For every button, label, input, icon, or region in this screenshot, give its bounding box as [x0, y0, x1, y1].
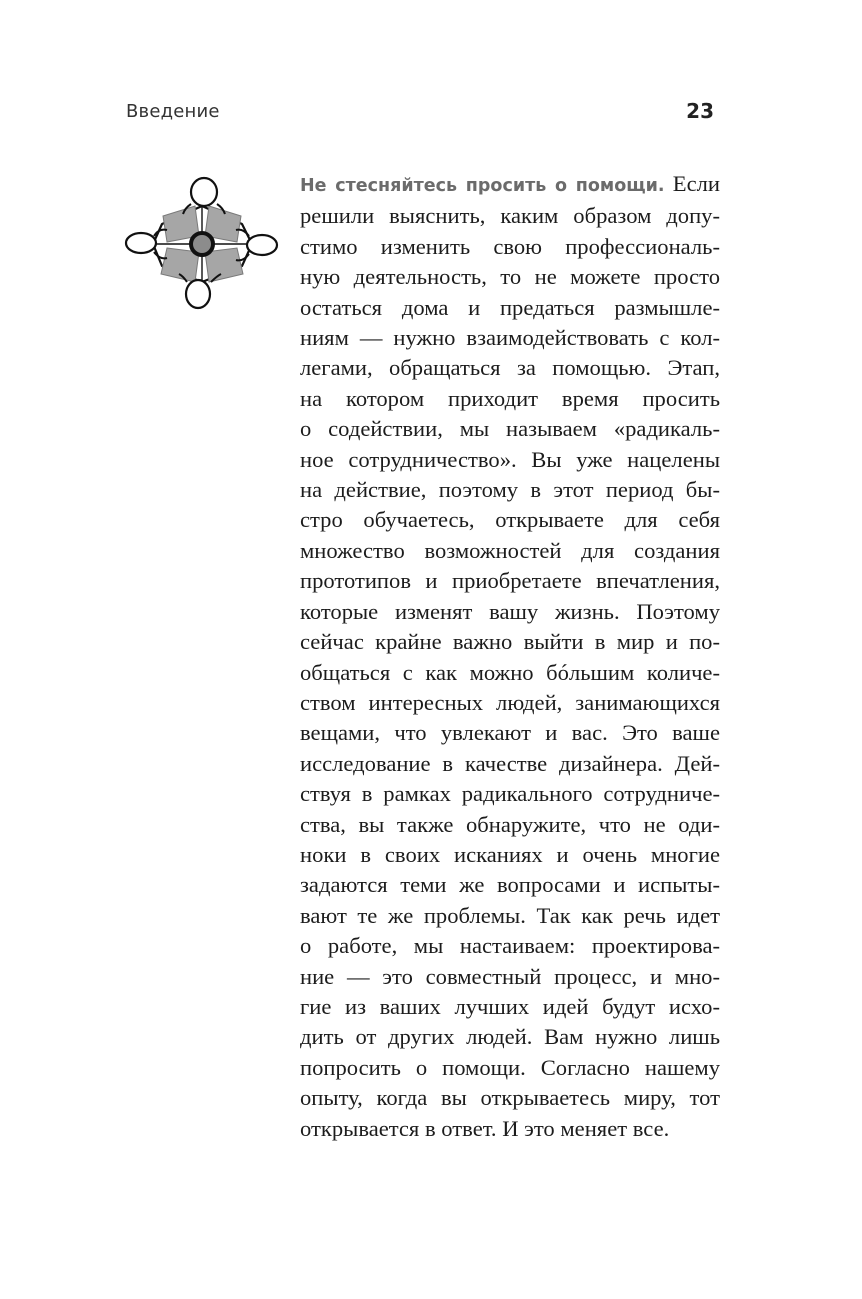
page-number: 23	[686, 99, 714, 123]
paragraph-line: на котором приходит время просить	[300, 385, 720, 411]
paragraph-line: вещами, что увлекают и вас. Это ваше	[300, 720, 720, 746]
paragraph-line: попросить о помощи. Согласно нашему	[300, 1054, 720, 1080]
paragraph-line: на действие, поэтому в этот период бы-	[300, 477, 720, 503]
paragraph-line: прототипов и приобретаете впечатления,	[300, 568, 720, 594]
person-head-left	[126, 233, 156, 253]
paragraph-line: ствуя в рамках радикального сотрудниче-	[300, 781, 720, 807]
paragraph-line: гие из ваших лучших идей будут исхо-	[300, 993, 720, 1019]
people-around-table-icon	[123, 176, 281, 312]
paragraph-line: ства, вы также обнаружите, что не оди-	[300, 811, 720, 837]
paragraph-line: легами, обращаться за помощью. Этап,	[300, 355, 720, 381]
paragraph-line: задаются теми же вопросами и испыты-	[300, 872, 720, 898]
paragraph-line: ное сотрудничество». Вы уже нацелены	[300, 446, 720, 472]
paragraph-line: дить от других людей. Вам нужно лишь	[300, 1024, 720, 1050]
paragraph-line: которые изменят вашу жизнь. Поэтому	[300, 598, 720, 624]
paragraph-line: общаться с как можно бóльшим количе-	[300, 659, 720, 685]
paragraph-line: стро обучаетесь, открываете для себя	[300, 507, 720, 533]
paragraph-line: о содействии, мы называем «радикаль-	[300, 416, 720, 442]
running-head-section-title: Введение	[126, 101, 220, 122]
paragraph-line: исследование в качестве дизайнера. Дей-	[300, 750, 720, 776]
person-head-right	[247, 235, 277, 255]
paragraph-line: ноки в своих исканиях и очень многие	[300, 841, 720, 867]
paragraph-line: решили выяснить, каким образом допу-	[300, 203, 720, 229]
paragraph-line: множество возможностей для создания	[300, 537, 720, 563]
paragraph-line-text: Если	[664, 171, 720, 196]
paragraph-line: ную деятельность, то не можете просто	[300, 264, 720, 290]
paragraph-line: ние — это совместный процесс, и мно-	[300, 963, 720, 989]
paragraph-line: ниям — нужно взаимодействовать с кол-	[300, 325, 720, 351]
paragraph-line-last: открывается в ответ. И это меняет все.	[300, 1115, 670, 1141]
paragraph-line: о работе, мы настаиваем: проектирова-	[300, 933, 720, 959]
paragraph-line: вают те же проблемы. Так как речь идет	[300, 902, 720, 928]
paragraph-line	[300, 169, 720, 201]
person-head-top	[191, 178, 217, 206]
body-paragraph	[300, 169, 720, 1144]
paragraph-lead: Не стесняйтесь просить о помощи.	[300, 176, 665, 196]
paragraph-line: сейчас крайне важно выйти в мир и по-	[300, 629, 720, 655]
paragraph-line: стимо изменить свою профессиональ-	[300, 233, 720, 259]
paragraph-line: опыту, когда вы открываетесь миру, тот	[300, 1085, 720, 1111]
table-center-ring	[191, 233, 213, 255]
paragraph-line: остаться дома и предаться размышле-	[300, 294, 720, 320]
person-head-bottom	[186, 280, 210, 308]
paragraph-line: ством интересных людей, занимающихся	[300, 689, 720, 715]
